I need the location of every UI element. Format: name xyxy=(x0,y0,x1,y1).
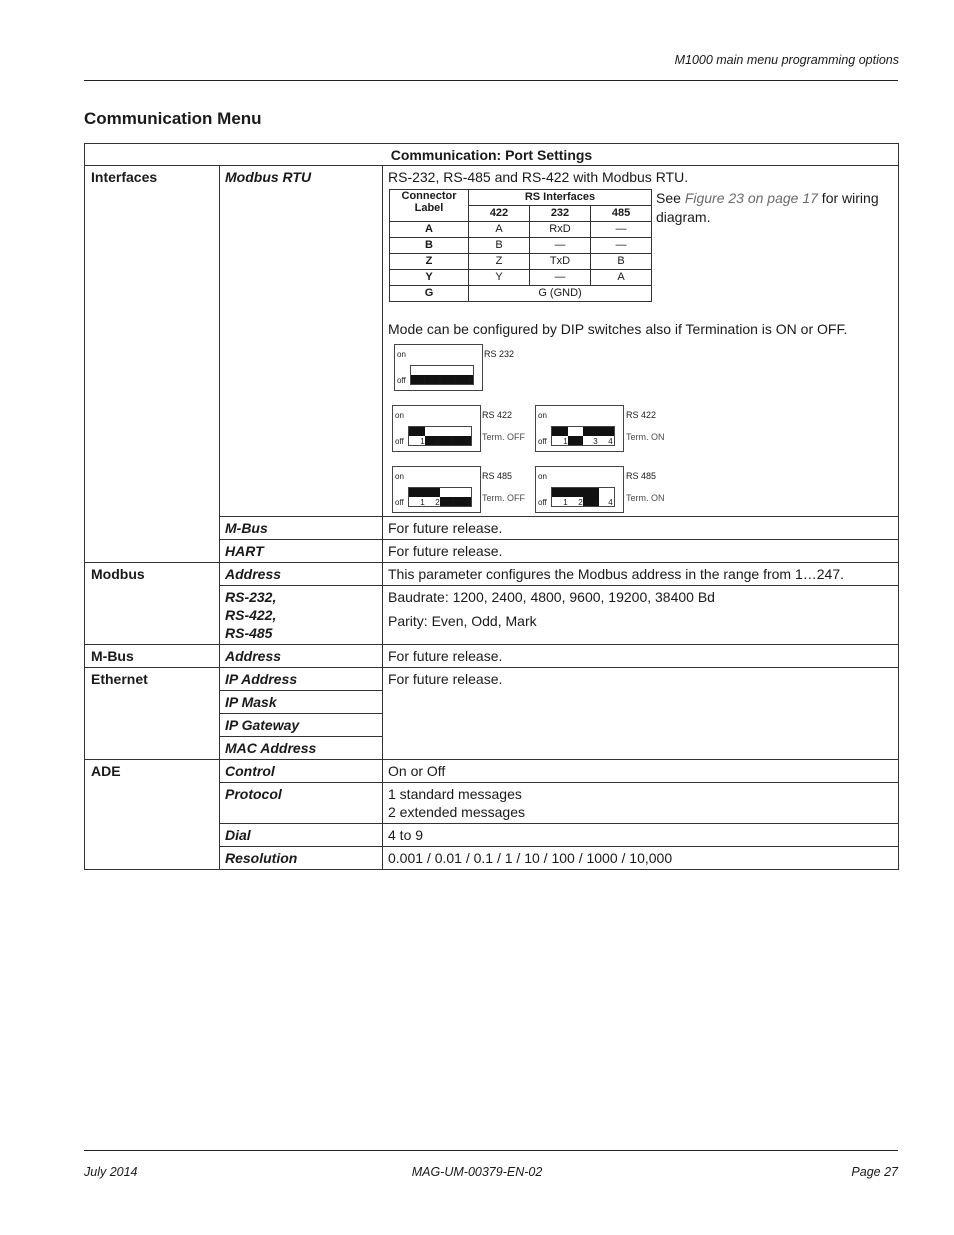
mbus-label: M-Bus xyxy=(85,645,220,668)
ade-label: ADE xyxy=(85,760,220,870)
dial-value: 4 to 9 xyxy=(383,824,899,847)
resolution-label: Resolution xyxy=(220,847,383,870)
table-row xyxy=(390,238,652,254)
modbus-rs-value xyxy=(383,586,899,645)
ip-address-label: IP Address xyxy=(220,668,383,691)
dip-off-label: off xyxy=(538,498,547,507)
wiring-note-tail: for wiring diagram. xyxy=(656,190,879,225)
footer-doc-id: MAG-UM-00379-EN-02 xyxy=(411,1165,543,1179)
port-settings-table xyxy=(84,143,899,870)
dip-switch-rs422-term-on: on off 1 2 3 4 xyxy=(535,405,624,452)
dip-off-label: off xyxy=(395,498,404,507)
table-row xyxy=(85,166,899,517)
dip-label-rs485: RS 485 xyxy=(626,471,657,481)
dip-on-label: on xyxy=(395,411,404,420)
rs-label-line: RS-232, xyxy=(225,589,277,605)
dip-on-label: on xyxy=(395,472,404,481)
ip-mask-label: IP Mask xyxy=(220,691,383,714)
ip-gateway-label: IP Gateway xyxy=(220,714,383,737)
wiring-note-text: See xyxy=(656,190,685,206)
control-value: On or Off xyxy=(383,760,899,783)
figure-link[interactable]: Figure 23 on page 17 xyxy=(684,190,818,206)
dip-label-rs485: RS 485 xyxy=(482,471,513,481)
modbus-rtu-cell xyxy=(383,166,899,517)
protocol-line: 1 standard messages xyxy=(388,786,522,802)
parity-text: Parity: Even, Odd, Mark xyxy=(388,613,537,629)
connector-cell: A xyxy=(469,222,530,238)
interfaces-label: Interfaces xyxy=(85,166,220,563)
dip-switch-rs232: on off 1 2 3 4 xyxy=(394,344,483,391)
dip-switch-rs422-term-off: on off 1 2 3 4 xyxy=(392,405,481,452)
table-row xyxy=(85,563,899,586)
running-head: M1000 main menu programming options xyxy=(674,53,899,67)
modbus-rtu-intro: RS-232, RS-485 and RS-422 with Modbus RTU. xyxy=(388,169,689,185)
connector-label-header: Connector Label xyxy=(390,190,469,222)
dip-label-term-off: Term. OFF xyxy=(482,493,525,503)
dip-label-term-off: Term. OFF xyxy=(482,432,525,442)
connector-cell: Y xyxy=(469,270,530,286)
protocol-label: Protocol xyxy=(220,783,383,824)
connector-cell: RxD xyxy=(530,222,591,238)
dip-on-label: on xyxy=(538,411,547,420)
ethernet-value: For future release. xyxy=(383,668,899,760)
connector-table xyxy=(389,189,652,302)
dip-on-label: on xyxy=(397,350,406,359)
table-header: Communication: Port Settings xyxy=(85,144,899,166)
connector-cell: B xyxy=(390,238,469,254)
footer-page: Page 27 xyxy=(851,1165,898,1179)
footer-rule xyxy=(84,1150,898,1151)
dial-label: Dial xyxy=(220,824,383,847)
connector-cell: Z xyxy=(390,254,469,270)
header-rule xyxy=(84,80,898,81)
dip-label-rs232: RS 232 xyxy=(484,349,515,359)
connector-cell: B xyxy=(591,254,652,270)
table-row xyxy=(390,254,652,270)
modbus-rtu-label: Modbus RTU xyxy=(220,166,383,517)
connector-cell: — xyxy=(591,222,652,238)
dip-off-label: off xyxy=(397,376,406,385)
connector-cell: B xyxy=(469,238,530,254)
modbus-address-value: This parameter configures the Modbus address in the range from 1…247. xyxy=(383,563,899,586)
connector-cell: — xyxy=(591,238,652,254)
dip-label-term-on: Term. ON xyxy=(626,432,665,442)
rs-interfaces-header: RS Interfaces xyxy=(469,190,652,206)
control-label: Control xyxy=(220,760,383,783)
dip-switch-rs485-term-on: on off 1 2 3 4 xyxy=(535,466,624,513)
dip-off-label: off xyxy=(538,437,547,446)
connector-cell: TxD xyxy=(530,254,591,270)
connector-cell: A xyxy=(390,222,469,238)
dip-on-label: on xyxy=(538,472,547,481)
connector-cell: Z xyxy=(469,254,530,270)
mbus-interface-value: For future release. xyxy=(383,517,899,540)
sub-header: 485 xyxy=(591,206,652,222)
rs-label-line: RS-485 xyxy=(225,625,273,641)
dip-label-term-on: Term. ON xyxy=(626,493,665,503)
table-row xyxy=(85,645,899,668)
connector-cell: — xyxy=(530,270,591,286)
protocol-value xyxy=(383,783,899,824)
table-row xyxy=(85,668,899,691)
baudrate-text: Baudrate: 1200, 2400, 4800, 9600, 19200, 38400 Bd xyxy=(388,589,715,605)
section-title: Communication Menu xyxy=(84,109,262,128)
table-row xyxy=(390,222,652,238)
mbus-address-label: Address xyxy=(220,645,383,668)
mode-note: Mode can be configured by DIP switches also if Termination is ON or OFF. xyxy=(388,321,848,337)
modbus-rs-label xyxy=(220,586,383,645)
footer-date: July 2014 xyxy=(84,1165,138,1179)
dip-label-rs422: RS 422 xyxy=(626,410,657,420)
connector-cell: G (GND) xyxy=(469,286,652,302)
sub-header: 232 xyxy=(530,206,591,222)
mac-address-label: MAC Address xyxy=(220,737,383,760)
ethernet-label: Ethernet xyxy=(85,668,220,760)
dip-off-label: off xyxy=(395,437,404,446)
connector-cell: A xyxy=(591,270,652,286)
table-row xyxy=(85,760,899,783)
wiring-note xyxy=(656,189,891,227)
sub-header: 422 xyxy=(469,206,530,222)
protocol-line: 2 extended messages xyxy=(388,804,525,820)
table-header-row xyxy=(85,144,899,166)
hart-label: HART xyxy=(220,540,383,563)
resolution-value: 0.001 / 0.01 / 0.1 / 1 / 10 / 100 / 1000 / 10,000 xyxy=(383,847,899,870)
mbus-interface-label: M-Bus xyxy=(220,517,383,540)
dip-label-rs422: RS 422 xyxy=(482,410,513,420)
rs-label-line: RS-422, xyxy=(225,607,277,623)
mbus-address-value: For future release. xyxy=(383,645,899,668)
hart-value: For future release. xyxy=(383,540,899,563)
connector-cell: G xyxy=(390,286,469,302)
connector-cell: Y xyxy=(390,270,469,286)
modbus-address-label: Address xyxy=(220,563,383,586)
modbus-label: Modbus xyxy=(85,563,220,645)
table-row xyxy=(390,286,652,302)
dip-switch-rs485-term-off: on off 1 2 3 4 xyxy=(392,466,481,513)
table-row xyxy=(390,270,652,286)
connector-cell: — xyxy=(530,238,591,254)
